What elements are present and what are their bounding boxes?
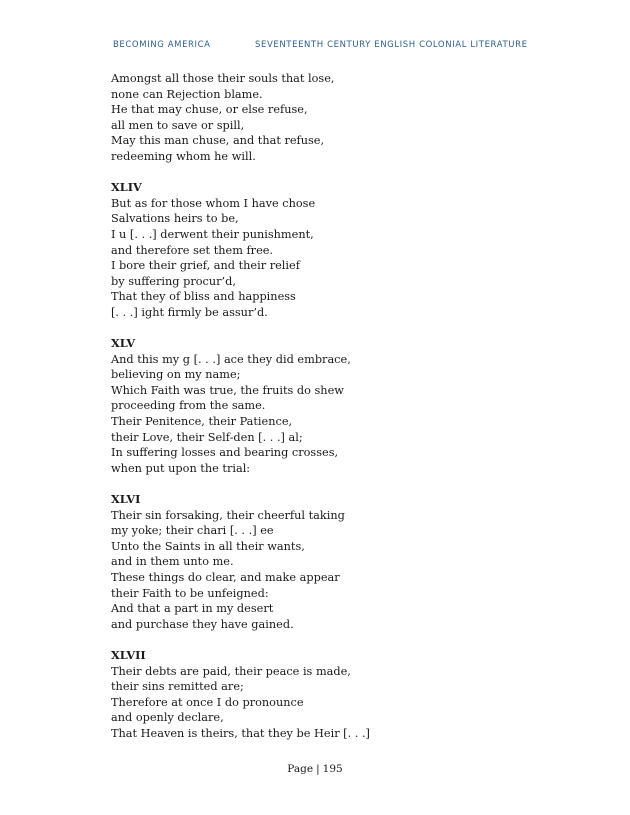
stanza-heading: XLVII — [111, 647, 146, 662]
verse-line: [. . .] ight firmly be assur’d. — [111, 305, 268, 319]
verse-line: none can Rejection blame. — [111, 87, 263, 101]
verse-line: Their sin forsaking, their cheerful taking — [111, 508, 345, 522]
verse-line: And this my g [. . .] ace they did embrace, — [111, 352, 351, 366]
stanza — [111, 71, 531, 165]
stanza — [111, 648, 531, 742]
stanza-heading: XLIV — [111, 180, 142, 195]
stanza — [111, 492, 531, 632]
poem-body — [111, 71, 531, 757]
verse-line: Which Faith was true, the fruits do shew — [111, 383, 344, 397]
page-separator: | — [316, 763, 320, 775]
verse-line: Amongst all those their souls that lose, — [111, 72, 335, 85]
verse-line: May this man chuse, and that refuse, — [111, 134, 325, 148]
verse-line: their Faith to be unfeigned: — [111, 586, 269, 600]
verse-line: and openly declare, — [111, 711, 224, 725]
verse-line: their sins remitted are; — [111, 680, 244, 694]
verse-line: by suffering procur’d, — [111, 274, 236, 288]
verse-line: That Heaven is theirs, that they be Heir [. . .] — [111, 726, 370, 740]
verse-line: Salvations heirs to be, — [111, 212, 239, 226]
verse-line: But as for those whom I have chose — [111, 196, 316, 210]
verse-line: I bore their grief, and their relief — [111, 259, 300, 273]
verse-line: redeeming whom he will. — [111, 149, 256, 163]
verse-line: all men to save or spill, — [111, 118, 245, 132]
verse-line: and therefore set them free. — [111, 243, 274, 257]
verse-line: I u [. . .] derwent their punishment, — [111, 227, 314, 241]
verse-line: believing on my name; — [111, 368, 241, 382]
verse-line: and purchase they have gained. — [111, 617, 294, 631]
header-book-title: BECOMING AMERICA — [113, 40, 211, 50]
page-footer — [0, 763, 630, 775]
page-label: Page — [287, 763, 314, 775]
verse-line: Unto the Saints in all their wants, — [111, 539, 305, 553]
verse-line: These things do clear, and make appear — [111, 571, 340, 584]
stanza — [111, 180, 531, 320]
verse-line: Therefore at once I do pronounce — [111, 695, 304, 709]
stanza-heading: XLVI — [111, 492, 141, 507]
verse-line: He that may chuse, or else refuse, — [111, 103, 308, 117]
verse-line: And that a part in my desert — [111, 602, 274, 616]
verse-line: Their debts are paid, their peace is made, — [111, 664, 351, 678]
verse-line: Their Penitence, their Patience, — [111, 415, 293, 429]
page-number: 195 — [322, 763, 343, 775]
verse-line: In suffering losses and bearing crosses, — [111, 446, 339, 460]
verse-line: and in them unto me. — [111, 555, 234, 569]
stanza — [111, 336, 531, 476]
verse-line: That they of bliss and happiness — [111, 290, 296, 304]
verse-line: their Love, their Self-den [. . .] al; — [111, 430, 303, 444]
verse-line: when put upon the trial: — [111, 461, 251, 475]
header-section-title: SEVENTEENTH CENTURY ENGLISH COLONIAL LITERATURE — [255, 40, 528, 50]
stanza-heading: XLV — [111, 336, 136, 351]
verse-line: proceeding from the same. — [111, 399, 266, 413]
verse-line: my yoke; their chari [. . .] ee — [111, 524, 274, 538]
